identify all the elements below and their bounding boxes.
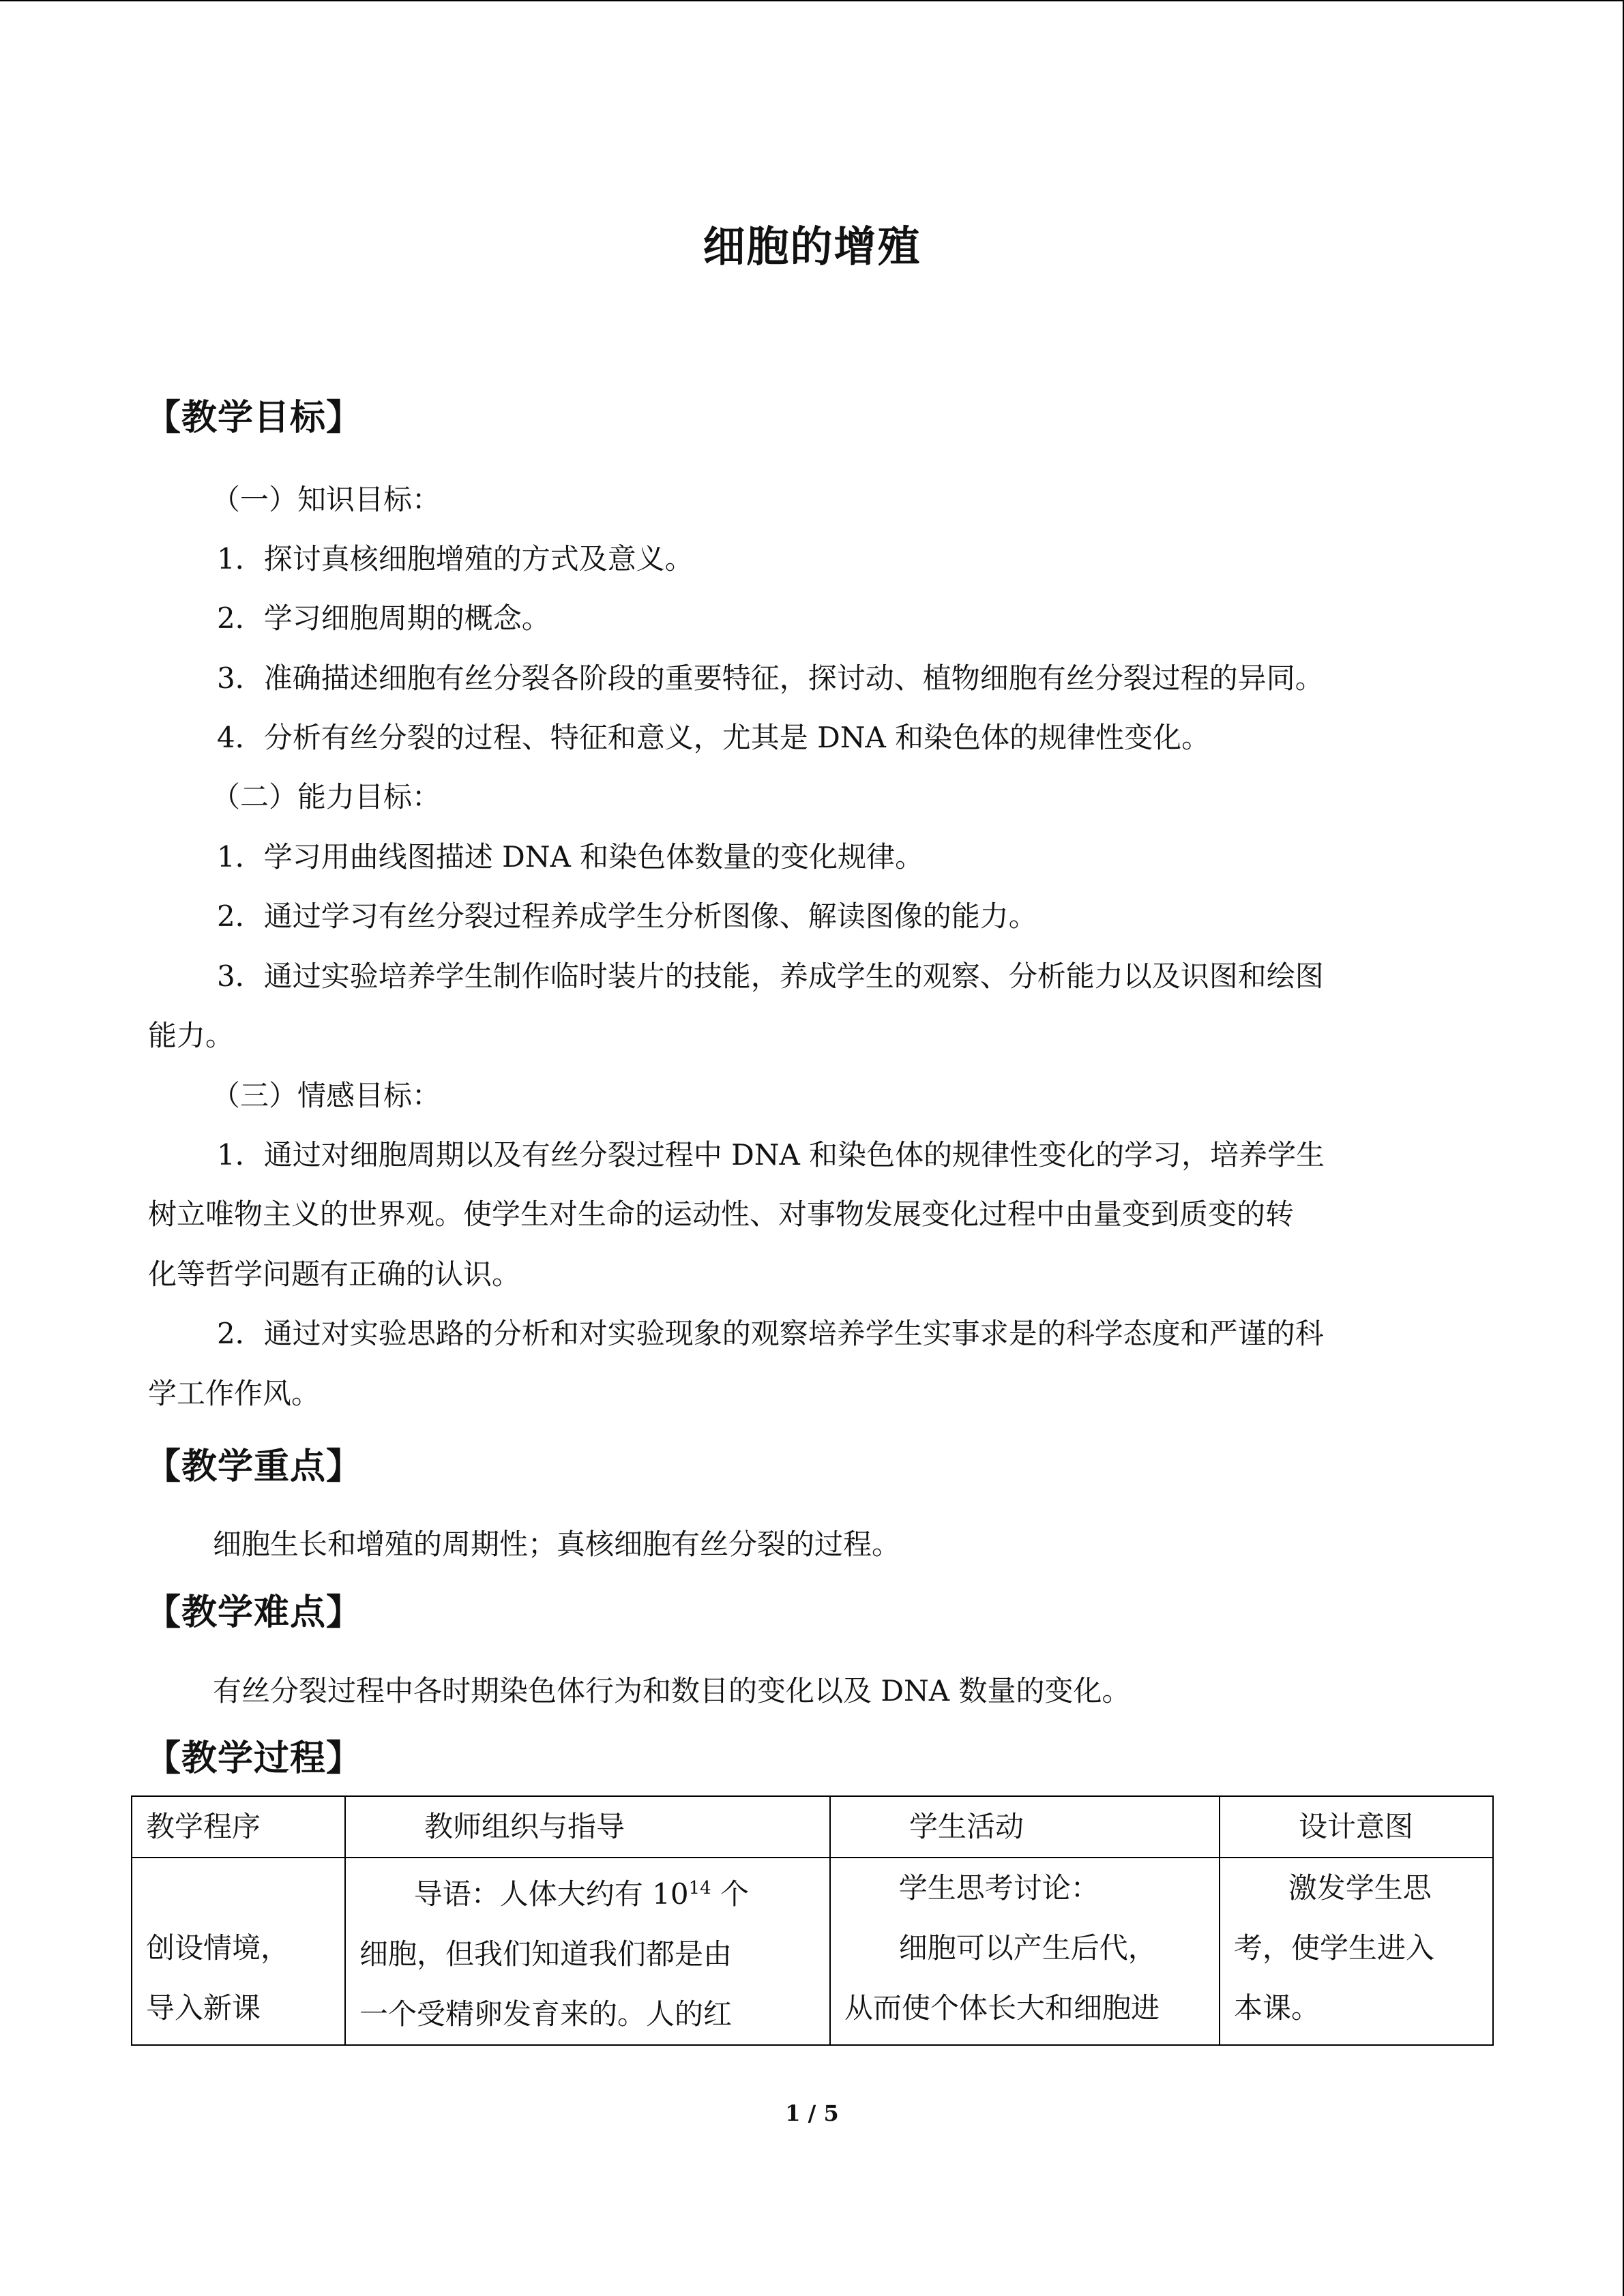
- knowledge-item-4: 4．分析有丝分裂的过程、特征和意义，尤其是 DNA 和染色体的规律性变化。: [217, 721, 1211, 754]
- emotion-item-1-cont-2: 化等哲学问题有正确的认识。: [148, 1257, 521, 1291]
- teacher-line-1-post: 个: [711, 1877, 750, 1911]
- student-line-2: 细胞可以产生后代，: [898, 1931, 1157, 1965]
- emotion-label: （三）情感目标：: [211, 1079, 441, 1112]
- table-row: [132, 1858, 1493, 2045]
- difficulties-text: 有丝分裂过程中各时期染色体行为和数目的变化以及 DNA 数量的变化。: [213, 1674, 1131, 1708]
- ability-label: （二）能力目标：: [211, 780, 441, 814]
- intent-line-2: 考，使学生进入: [1234, 1931, 1435, 1965]
- stage-spacer: [146, 1858, 331, 1918]
- knowledge-item-2: 2．学习细胞周期的概念。: [217, 601, 550, 635]
- header-student: 学生活动: [830, 1796, 1220, 1858]
- heading-difficulties: 【教学难点】: [145, 1592, 363, 1633]
- knowledge-item-3: 3．准确描述细胞有丝分裂各阶段的重要特征，探讨动、植物细胞有丝分裂过程的异同。: [217, 661, 1324, 695]
- header-intent: 设计意图: [1220, 1796, 1493, 1858]
- emotion-item-1-cont-1: 树立唯物主义的世界观。使学生对生命的运动性、对事物发展变化过程中由量变到质变的转: [148, 1197, 1295, 1231]
- knowledge-label: （一）知识目标：: [211, 483, 441, 516]
- teaching-process-table: [131, 1795, 1494, 2046]
- header-teacher: 教师组织与指导: [345, 1796, 830, 1858]
- page-title: 细胞的增殖: [703, 222, 921, 271]
- stage-line-2: 导入新课: [146, 1991, 261, 2025]
- student-line-3: 从而使个体长大和细胞进: [844, 1991, 1160, 2025]
- cell-teacher: [345, 1858, 830, 2045]
- teacher-line-1-sup: 14: [688, 1878, 711, 1898]
- intent-line-3: 本课。: [1234, 1991, 1320, 2025]
- emotion-item-2: 2．通过对实验思路的分析和对实验现象的观察培养学生实事求是的科学态度和严谨的科: [217, 1317, 1324, 1350]
- teacher-line-3: 一个受精卵发育来的。人的红: [359, 1997, 733, 2031]
- cell-intent: [1220, 1858, 1493, 2045]
- key-points-text: 细胞生长和增殖的周期性；真核细胞有丝分裂的过程。: [213, 1527, 901, 1561]
- heading-key-points: 【教学重点】: [145, 1446, 363, 1487]
- ability-item-2: 2．通过学习有丝分裂过程养成学生分析图像、解读图像的能力。: [217, 899, 1037, 933]
- table-header-row: [132, 1796, 1493, 1858]
- teacher-line-2: 细胞，但我们知道我们都是由: [359, 1937, 733, 1971]
- ability-item-3: 3．通过实验培养学生制作临时装片的技能，养成学生的观察、分析能力以及识图和绘图: [217, 959, 1324, 993]
- page-number: 1 / 5: [785, 2100, 839, 2126]
- knowledge-item-1: 1．探讨真核细胞增殖的方式及意义。: [217, 542, 694, 576]
- emotion-item-2-cont: 学工作作风。: [148, 1377, 321, 1410]
- header-stage: 教学程序: [132, 1796, 345, 1858]
- student-line-1: 学生思考讨论：: [898, 1871, 1099, 1905]
- heading-objectives: 【教学目标】: [145, 398, 363, 438]
- teacher-line-1: [359, 1858, 816, 1924]
- teacher-line-1-pre: 导语：人体大约有 10: [413, 1877, 689, 1911]
- heading-process: 【教学过程】: [145, 1738, 363, 1779]
- emotion-item-1: 1．通过对细胞周期以及有丝分裂过程中 DNA 和染色体的规律性变化的学习，培养学生: [217, 1138, 1325, 1172]
- cell-student: [830, 1858, 1220, 2045]
- ability-item-1: 1．学习用曲线图描述 DNA 和染色体数量的变化规律。: [217, 840, 924, 874]
- stage-line-1: 创设情境，: [146, 1931, 290, 1965]
- intent-line-1: 激发学生思: [1288, 1871, 1432, 1905]
- ability-item-3-cont: 能力。: [148, 1019, 235, 1052]
- cell-stage: [132, 1858, 345, 2045]
